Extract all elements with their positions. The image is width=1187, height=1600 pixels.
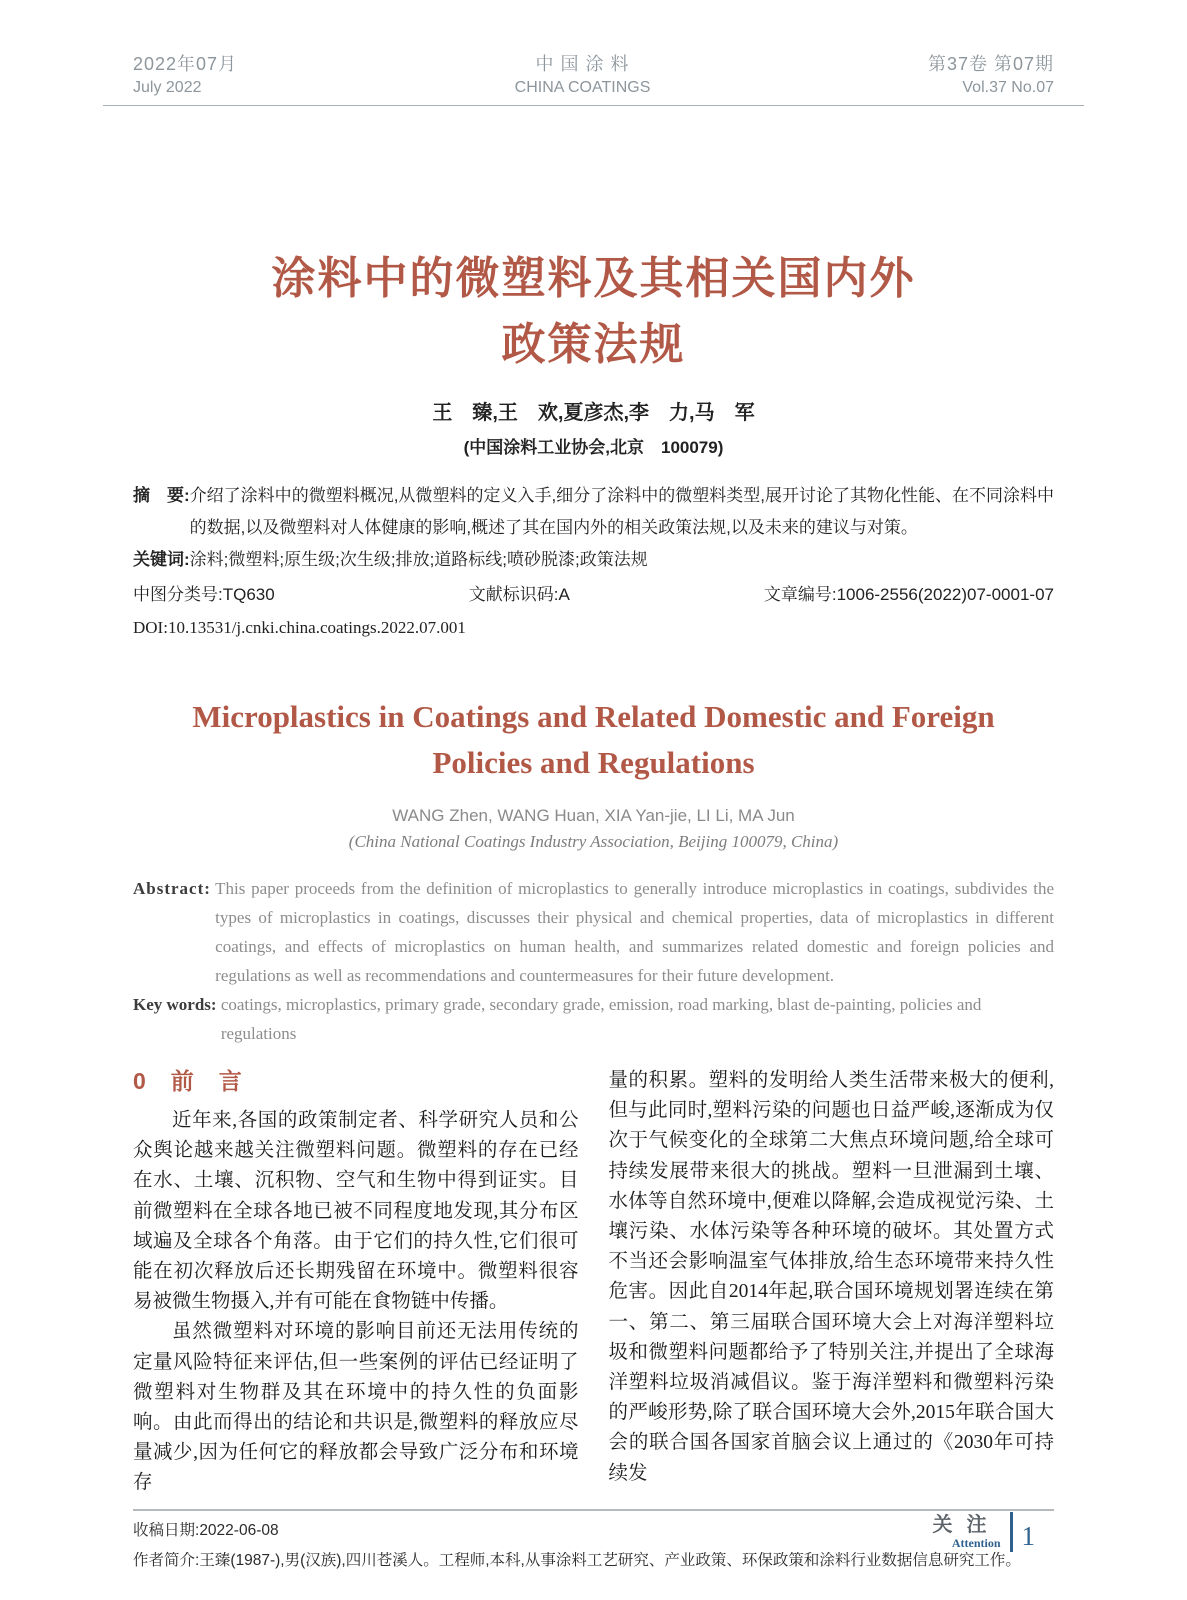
volume-issue-zh: 第37卷 第07期 — [927, 54, 1054, 74]
article-title-zh-line1: 涂料中的微塑料及其相关国内外 — [271, 254, 916, 303]
header-issue-date — [133, 50, 237, 97]
article-id: 文章编号:1006-2556(2022)07-0001-07 — [763, 585, 1054, 604]
article-title-en-line2: Policies and Regulations — [432, 745, 755, 780]
body-column-right — [609, 1066, 1055, 1499]
abstract-zh-text: 介绍了涂料中的微塑料概况,从微塑料的定义入手,细分了涂料中的微塑料类型,展开讨论了其物化性能、在不同涂料中的数据,以及微塑料对人体健康的影响,概述了其在国内外的相关政策法规,以及未来的建议与对策。 — [189, 486, 1054, 537]
page-marker — [919, 1511, 1036, 1552]
section-0-heading: 0 前 言 — [133, 1068, 243, 1094]
article-title-zh-line2: 政策法规 — [501, 320, 686, 369]
keywords-en — [133, 990, 1054, 1048]
body-columns — [133, 1066, 1054, 1499]
author-bio-line — [133, 1549, 1054, 1573]
article-title-en — [133, 694, 1054, 786]
page-marker-section — [919, 1514, 1001, 1550]
received-date-label: 收稿日期: — [133, 1521, 200, 1539]
volume-issue-en: Vol.37 No.07 — [962, 79, 1054, 96]
article-title-en-line1: Microplastics in Coatings and Related Domestic and Foreign — [192, 699, 995, 734]
journal-name-zh: 中 国 涂 料 — [535, 54, 630, 74]
keywords-en-label: Key words: — [133, 995, 217, 1014]
header-volume-issue — [928, 50, 1054, 97]
authors-zh: 王 臻,王 欢,夏彦杰,李 力,马 军 — [432, 402, 755, 424]
author-bio-text: 王臻(1987-),男(汉族),四川苍溪人。工程师,本科,从事涂料工艺研究、产业政策、环保政策和涂料行业数据信息研究工作。 — [199, 1551, 1021, 1569]
keywords-en-text: coatings, microplastics, primary grade, secondary grade, emission, road marking, blast de-painting, policies and regulations — [220, 995, 982, 1043]
keywords-zh-label: 关键词: — [133, 550, 190, 569]
abstract-en-text: This paper proceeds from the definition of microplastics to generally introduce microplastics in coatings, subdivides the types of microplastics in coatings, discusses their physical and chemical properties, data of microplastics in different coatings, and effects of microplastics on human health, and summarizes related domestic and foreign policies and regulations as well as recommendations and countermeasures for their future development. — [215, 879, 1054, 985]
keywords-zh-text: 涂料;微塑料;原生级;次生级;排放;道路标线;喷砂脱漆;政策法规 — [189, 550, 648, 569]
abstract-zh — [133, 480, 1054, 544]
section-name-zh: 关注 — [932, 1513, 1001, 1536]
doi: DOI:10.13531/j.cnki.china.coatings.2022.07.001 — [133, 618, 466, 637]
section-name-en: Attention — [951, 1535, 1001, 1550]
journal-header — [103, 50, 1084, 106]
body-paragraph: 近年来,各国的政策制定者、科学研究人员和公众舆论越来越关注微塑料问题。微塑料的存在已经在水、土壤、沉积物、空气和生物中得到证实。目前微塑料在全球各地已被不同程度地发现,其分布区域遍及全球各个角落。由于它们的持久性,它们很可能在初次释放后还长期残留在环境中。微塑料很容易被微生物摄入,并有可能在食物链中传播。 — [133, 1110, 579, 1313]
body-paragraph: 虽然微塑料对环境的影响目前还无法用传统的定量风险特征来评估,但一些案例的评估已经证明了微塑料对生物群及其在环境中的持久性的负面影响。由此而得出的结论和共识是,微塑料的释放应尽量减少,因为任何它的释放都会导致广泛分布和环境存 — [133, 1321, 579, 1494]
body-paragraph: 量的积累。塑料的发明给人类生活带来极大的便利,但与此同时,塑料污染的问题也日益严峻,逐渐成为仅次于气候变化的全球第二大焦点环境问题,给全球可持续发展带来很大的挑战。塑料一旦泄漏到土壤、水体等自然环境中,便难以降解,会造成视觉污染、土壤污染、水体污染等各种环境的破坏。其处置方式不当还会影响温室气体排放,给生态环境带来持久性危害。因此自2014年起,联合国环境规划署连续在第一、第二、第三届联合国环境大会上对海洋塑料垃圾和微塑料问题都给予了特别关注,并提出了全球海洋塑料垃圾消减倡议。鉴于海洋塑料和微塑料污染的严峻形势,除了联合国环境大会外,2015年联合国大会的联合国各国家首脑会议上通过的《2030年可持续发 — [608, 1070, 1054, 1484]
page-number: 1 — [1021, 1521, 1035, 1551]
authors-en: WANG Zhen, WANG Huan, XIA Yan-jie, LI Li, MA Jun — [392, 806, 795, 825]
received-date-line — [133, 1519, 1054, 1543]
page-marker-bar — [1010, 1512, 1013, 1552]
classification-row — [133, 580, 1054, 610]
issue-date-en: July 2022 — [133, 79, 202, 96]
page-content — [103, 246, 1084, 1573]
affiliation-zh: (中国涂料工业协会,北京 100079) — [463, 438, 724, 457]
issue-date-zh: 2022年07月 — [133, 54, 238, 74]
author-bio-label: 作者简介: — [133, 1551, 200, 1569]
document-code: 文献标识码:A — [468, 585, 570, 604]
footnote-divider — [133, 1509, 1054, 1511]
abstract-en-label: Abstract: — [133, 879, 211, 898]
received-date-value: 2022-06-08 — [199, 1521, 279, 1539]
keywords-zh — [133, 544, 1054, 576]
clc-number: 中图分类号:TQ630 — [133, 585, 275, 604]
abstract-en — [133, 874, 1054, 990]
article-title-zh — [133, 246, 1054, 378]
journal-name-en: CHINA COATINGS — [514, 79, 651, 96]
affiliation-en: (China National Coatings Industry Association, Beijing 100079, China) — [348, 832, 839, 851]
header-journal-name — [515, 50, 651, 97]
abstract-zh-label: 摘 要: — [133, 486, 190, 505]
body-column-left — [133, 1066, 579, 1499]
